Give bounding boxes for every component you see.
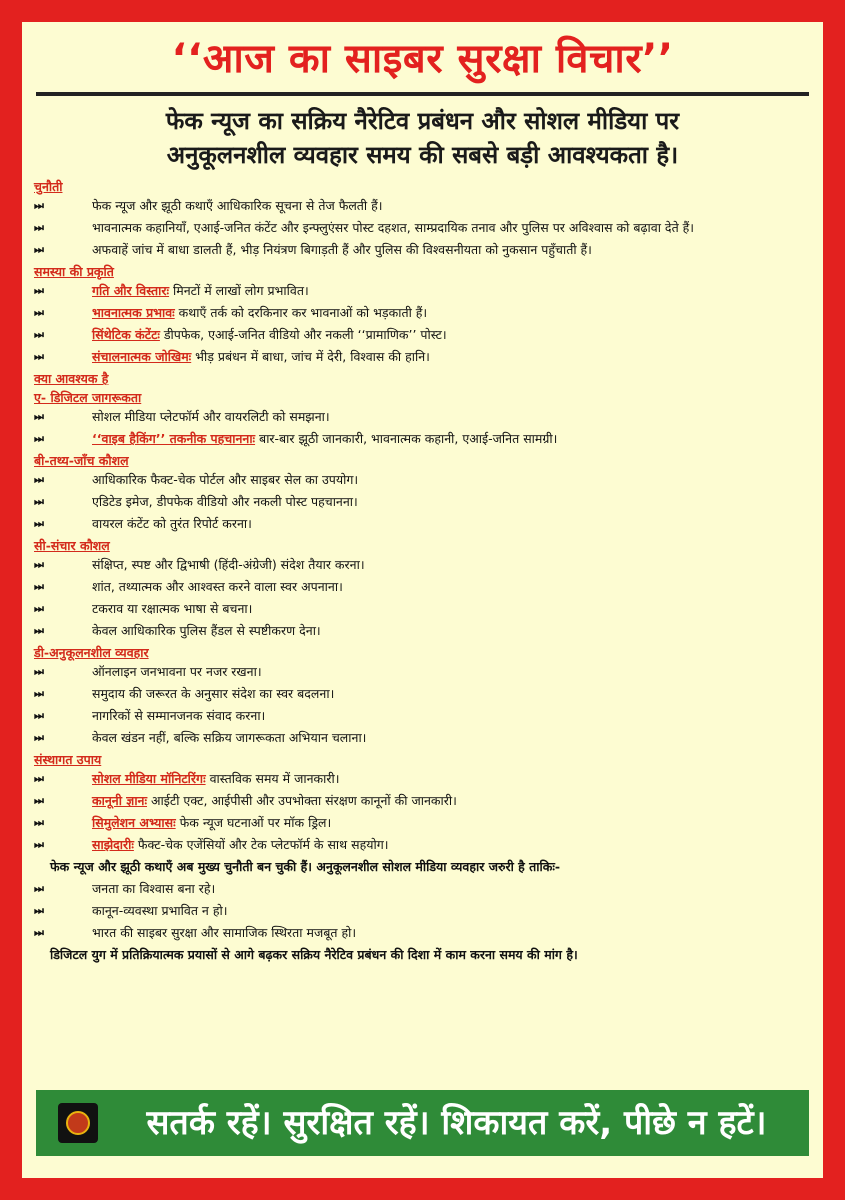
double-arrow-icon: ⏭ <box>34 432 43 445</box>
section-heading: संस्थागत उपाय <box>34 752 102 767</box>
list-item <box>34 346 809 368</box>
list-item <box>34 217 809 239</box>
bullet-text <box>92 900 809 922</box>
bullet-text <box>92 406 809 428</box>
slogan-banner <box>36 1090 809 1156</box>
double-arrow-icon: ⏭ <box>34 731 43 744</box>
list-item <box>34 661 809 683</box>
section-heading: डी-अनुकूलनशील व्यवहार <box>34 645 149 660</box>
double-arrow-icon: ⏭ <box>34 580 43 593</box>
bullet-text <box>92 217 809 239</box>
section-heading: बी-तथ्य-जाँच कौशल <box>34 453 129 468</box>
subtitle-line-2: अनुकूलनशील व्यवहार समय की सबसे बड़ी आवश्यकता है। <box>166 141 679 169</box>
bullet-text <box>92 598 809 620</box>
poster-body <box>22 22 823 1178</box>
list-item <box>34 406 809 428</box>
conclusion-item <box>34 900 809 922</box>
double-arrow-icon: ⏭ <box>34 602 43 615</box>
double-arrow-icon: ⏭ <box>34 816 43 829</box>
list-item <box>34 812 809 834</box>
bullet-label: भावनात्मक प्रभावः <box>92 305 175 320</box>
list-item <box>34 280 809 302</box>
conclusion-item <box>34 878 809 900</box>
bullet-body: मिनटों में लाखों लोग प्रभावित। <box>169 283 309 298</box>
bullet-body: केवल खंडन नहीं, बल्कि सक्रिय जागरूकता अभियान चलाना। <box>92 730 367 745</box>
list-item <box>34 790 809 812</box>
bullet-body: सोशल मीडिया प्लेटफॉर्म और वायरलिटी को समझना। <box>92 409 330 424</box>
bullet-text <box>92 834 809 856</box>
list-item <box>34 491 809 513</box>
double-arrow-icon: ⏭ <box>34 243 43 256</box>
double-arrow-icon: ⏭ <box>34 284 43 297</box>
list-item <box>34 513 809 535</box>
section-heading: सी-संचार कौशल <box>34 538 110 553</box>
bullet-text <box>92 428 809 450</box>
list-item <box>34 428 809 450</box>
list-item <box>34 239 809 261</box>
bullet-body: आईटी एक्ट, आईपीसी और उपभोक्ता संरक्षण कानूनों की जानकारी। <box>147 793 457 808</box>
list-item <box>34 598 809 620</box>
double-arrow-icon: ⏭ <box>34 882 43 895</box>
list-item <box>34 324 809 346</box>
bullet-body: भारत की साइबर सुरक्षा और सामाजिक स्थिरता मजबूत हो। <box>92 925 357 940</box>
bullet-text <box>92 346 809 368</box>
bullet-text <box>92 727 809 749</box>
list-item <box>34 683 809 705</box>
bullet-text <box>92 324 809 346</box>
bullet-body: समुदाय की जरूरत के अनुसार संदेश का स्वर बदलना। <box>92 686 335 701</box>
double-arrow-icon: ⏭ <box>34 838 43 851</box>
list-item <box>34 302 809 324</box>
section-heading: ए- डिजिटल जागरूकता <box>34 390 142 405</box>
bullet-text <box>92 239 809 261</box>
bullet-text <box>92 302 809 324</box>
double-arrow-icon: ⏭ <box>34 199 43 212</box>
double-arrow-icon: ⏭ <box>34 517 43 530</box>
emblem-disc <box>66 1111 90 1135</box>
bullet-text <box>92 705 809 727</box>
list-item <box>34 554 809 576</box>
list-item <box>34 768 809 790</box>
bullet-text <box>92 661 809 683</box>
poster-subtitle <box>36 104 809 172</box>
subtitle-line-1: फेक न्यूज का सक्रिय नैरेटिव प्रबंधन और सोशल मीडिया पर <box>165 107 680 135</box>
bullet-body: शांत, तथ्यात्मक और आश्वस्त करने वाला स्वर अपनाना। <box>92 579 343 594</box>
double-arrow-icon: ⏭ <box>34 495 43 508</box>
double-arrow-icon: ⏭ <box>34 473 43 486</box>
bullet-label: साझेदारीः <box>92 837 134 852</box>
double-arrow-icon: ⏭ <box>34 687 43 700</box>
bullet-text <box>92 513 809 535</box>
section-heading: क्या आवश्यक है <box>34 371 109 386</box>
bullet-label: सिंथेटिक कंटेंटः <box>92 327 160 342</box>
bullet-label: सोशल मीडिया मॉनिटरिंगः <box>92 771 206 786</box>
bullet-label: संचालनात्मक जोखिमः <box>92 349 192 364</box>
bullet-text <box>92 491 809 513</box>
bullet-body: कथाएँ तर्क को दरकिनार कर भावनाओं को भड़काती हैं। <box>174 305 428 320</box>
bullet-body: आधिकारिक फैक्ट-चेक पोर्टल और साइबर सेल का उपयोग। <box>92 472 359 487</box>
bullet-body: भावनात्मक कहानियाँ, एआई-जनित कंटेंट और इन्फ्लुएंसर पोस्ट दहशत, साम्प्रदायिक तनाव और पुलिस पर अविश्वास को बढ़ावा देते हैं। <box>92 220 695 235</box>
double-arrow-icon: ⏭ <box>34 794 43 807</box>
double-arrow-icon: ⏭ <box>34 306 43 319</box>
double-arrow-icon: ⏭ <box>34 221 43 234</box>
double-arrow-icon: ⏭ <box>34 904 43 917</box>
bullet-body: ऑनलाइन जनभावना पर नजर रखना। <box>92 664 262 679</box>
bullet-body: भीड़ प्रबंधन में बाधा, जांच में देरी, विश्वास की हानि। <box>191 349 430 364</box>
bullet-text <box>92 768 809 790</box>
double-arrow-icon: ⏭ <box>34 558 43 571</box>
bullet-body: एडिटेड इमेज, डीपफेक वीडियो और नकली पोस्ट पहचानना। <box>92 494 358 509</box>
conclusion-intro: फेक न्यूज और झूठी कथाएँ अब मुख्य चुनौती बन चुकी हैं। अनुकूलनशील सोशल मीडिया व्यवहार जरुरी है ताकिः- <box>50 859 561 874</box>
police-emblem-icon <box>58 1103 98 1143</box>
content-area <box>22 172 823 966</box>
list-item <box>34 469 809 491</box>
conclusion-item <box>34 922 809 944</box>
bullet-label: कानूनी ज्ञानः <box>92 793 148 808</box>
bullet-text <box>92 922 809 944</box>
bullet-body: बार-बार झूठी जानकारी, भावनात्मक कहानी, एआई-जनित सामग्री। <box>255 431 558 446</box>
double-arrow-icon: ⏭ <box>34 328 43 341</box>
bullet-text <box>92 195 809 217</box>
title-divider <box>36 92 809 96</box>
list-item <box>34 705 809 727</box>
list-item <box>34 620 809 642</box>
list-item <box>34 576 809 598</box>
bullet-body: केवल आधिकारिक पुलिस हैंडल से स्पष्टीकरण देना। <box>92 623 321 638</box>
bullet-label: ‘‘वाइब हैकिंग’’ तकनीक पहचाननाः <box>92 431 256 446</box>
bullet-body: डीपफेक, एआई-जनित वीडियो और नकली ‘‘प्रामाणिक’’ पोस्ट। <box>159 327 447 342</box>
bullet-body: फैक्ट-चेक एजेंसियों और टेक प्लेटफॉर्म के साथ सहयोग। <box>133 837 389 852</box>
bullet-text <box>92 469 809 491</box>
double-arrow-icon: ⏭ <box>34 709 43 722</box>
bullet-body: वायरल कंटेंट को तुरंत रिपोर्ट करना। <box>92 516 252 531</box>
section-heading: चुनौती <box>34 179 63 194</box>
bullet-text <box>92 554 809 576</box>
poster-title: ‘‘आज का साइबर सुरक्षा विचार’’ <box>171 36 674 82</box>
banner-slogan: सतर्क रहें। सुरक्षित रहें। शिकायत करें, पीछे न हटें। <box>146 1103 767 1143</box>
section-heading: समस्या की प्रकृति <box>34 264 114 279</box>
double-arrow-icon: ⏭ <box>34 665 43 678</box>
bullet-text <box>92 790 809 812</box>
bullet-body: संक्षिप्त, स्पष्ट और द्विभाषी (हिंदी-अंग्रेजी) संदेश तैयार करना। <box>92 557 365 572</box>
bullet-body: अफवाहें जांच में बाधा डालती हैं, भीड़ नियंत्रण बिगाड़ती हैं और पुलिस की विश्वसनीयता को नुकसान पहुँचाती हैं। <box>92 242 592 257</box>
bullet-body: वास्तविक समय में जानकारी। <box>205 771 340 786</box>
bullet-text <box>92 620 809 642</box>
bullet-body: फेक न्यूज घटनाओं पर मॉक ड्रिल। <box>175 815 332 830</box>
bullet-text <box>92 878 809 900</box>
list-item <box>34 727 809 749</box>
bullet-body: नागरिकों से सम्मानजनक संवाद करना। <box>92 708 266 723</box>
bullet-body: कानून-व्यवस्था प्रभावित न हो। <box>92 903 228 918</box>
bullet-label: गति और विस्तारः <box>92 283 170 298</box>
closing-statement: डिजिटल युग में प्रतिक्रियात्मक प्रयासों से आगे बढ़कर सक्रिय नैरेटिव प्रबंधन की दिशा में काम करना समय की मांग है। <box>50 947 578 962</box>
list-item <box>34 834 809 856</box>
bullet-text <box>92 280 809 302</box>
list-item <box>34 195 809 217</box>
double-arrow-icon: ⏭ <box>34 410 43 423</box>
bullet-label: सिमुलेशन अभ्यासः <box>92 815 176 830</box>
bullet-body: जनता का विश्वास बना रहे। <box>92 881 216 896</box>
bullet-text <box>92 683 809 705</box>
double-arrow-icon: ⏭ <box>34 772 43 785</box>
double-arrow-icon: ⏭ <box>34 624 43 637</box>
bullet-text <box>92 576 809 598</box>
bullet-body: टकराव या रक्षात्मक भाषा से बचना। <box>92 601 253 616</box>
bullet-body: फेक न्यूज और झूठी कथाएँ आधिकारिक सूचना से तेज फैलती हैं। <box>92 198 383 213</box>
double-arrow-icon: ⏭ <box>34 350 43 363</box>
double-arrow-icon: ⏭ <box>34 926 43 939</box>
bullet-text <box>92 812 809 834</box>
